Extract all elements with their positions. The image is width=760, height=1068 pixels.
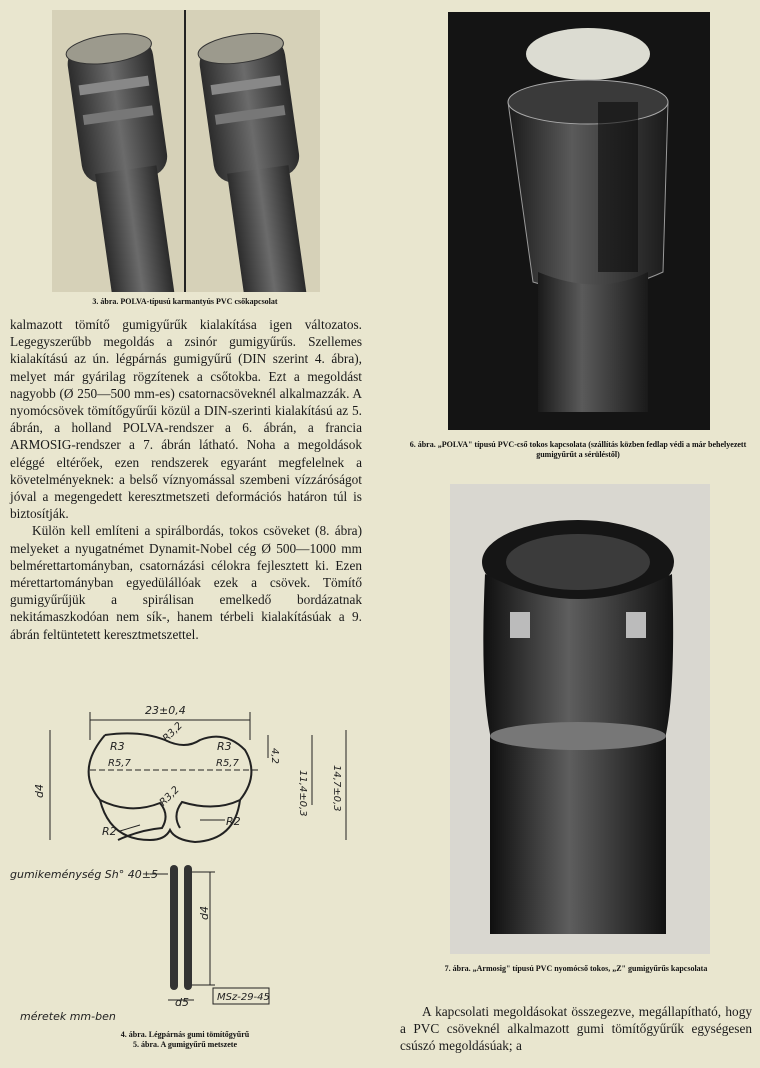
dim-114: 11,4±0,3 bbox=[297, 770, 308, 817]
left-column-text bbox=[10, 316, 362, 643]
paragraph-2: Külön kell említeni a spirálbordás, tokos csöveket (8. ábra) melyeket a nyugatnémet Dynamit-Nobel cég Ø 500—1000 mm belmérettartományban, csatornázási célokra fejlesztett ki. Ezen mérettartományban egyedülállóak ezek a csövek. Tömítő gumigyűrűjük a spirálisan emelkedő bordázatnak nekitámaszkodóan nem sík-, hanem térbeli kialakításúak a 9. ábrán feltüntetett keresztmetszettel. bbox=[10, 523, 362, 642]
label-r2-right: R2 bbox=[226, 815, 241, 828]
right-column-text bbox=[400, 1003, 752, 1055]
figure-6-illustration bbox=[448, 12, 710, 430]
hardness-label: gumikeménység Sh° 40±5 bbox=[10, 868, 158, 881]
dim-d4-left: d4 bbox=[33, 784, 46, 798]
dim-42: 4,2 bbox=[269, 748, 280, 764]
figure-7-caption: 7. ábra. „Armosig" típusú PVC nyomócső tokos, „Z" gumigyűrűs kapcsolata bbox=[444, 964, 708, 973]
dim-d4-ring: d4 bbox=[198, 906, 211, 920]
dim-147: 14,7±0,3 bbox=[331, 765, 342, 812]
figure-3-caption: 3. ábra. POLVA-típusú karmantyús PVC csőkapcsolat bbox=[92, 297, 278, 306]
figure-4-5-caption bbox=[40, 1030, 330, 1050]
label-r57-left: R5,7 bbox=[108, 758, 131, 769]
figure-6-caption: 6. ábra. „POLVA" típusú PVC-cső tokos kapcsolata (szállítás közben fedlap védi a már behelyezett gumigyűrűt a sérüléstől) bbox=[409, 440, 747, 459]
figure-7-photo bbox=[450, 484, 710, 954]
figure-4-caption: 4. ábra. Légpárnás gumi tömítőgyűrű bbox=[120, 1030, 250, 1039]
label-r32-bottom: R3,2 bbox=[157, 784, 182, 809]
label-r32-top: R3,2 bbox=[160, 720, 185, 745]
label-r2-left: R2 bbox=[102, 825, 117, 838]
paragraph-1: kalmazott tömítő gumigyűrűk kialakítása igen változatos. Legegyszerűbb megoldás a zsinór gumigyűrűs. Szellemes kialakítású az ún. légpárnás gumigyűrű (DIN szerint 4. ábra), melyet már gyárilag rögzítenek a csőtokba. Ezt a megoldást nagyobb (Ø 250—500 mm-es) csatornacsöveknél alkalmazzák. A nyomócsövek tömítőgyűrűi közül a DIN-szerinti kialakítású az 5. ábrán, a holland POLVA-rendszer a 6. ábrán, a francia ARMOSIG-rendszer a 7. ábrán látható. Noha a megoldások eléggé eltérőek, ezen rendszerek egyaránt megfelelnek a követelményeknek: a belső víznyomással szembeni vízzáróságot jóval a megengedett keresztmetszeti deformációs határon túl is biztosítják. bbox=[10, 317, 362, 522]
figure-3-photo bbox=[52, 10, 320, 292]
dim-d5: d5 bbox=[175, 996, 189, 1009]
figure-3-illustration bbox=[52, 10, 320, 292]
units-label: méretek mm-ben bbox=[20, 1010, 116, 1023]
paragraph-right: A kapcsolati megoldásokat összegezve, megállapítható, hogy a PVC csöveknél alkalmazott gumi tömítőgyűrűk egységesen csúszó megoldásúak; a bbox=[400, 1004, 752, 1054]
figure-4-5-drawing bbox=[0, 690, 370, 1040]
label-r57-right: R5,7 bbox=[216, 758, 239, 769]
label-r3-left: R3 bbox=[110, 740, 125, 753]
standard-label: MSz-29-45 bbox=[217, 992, 270, 1003]
label-r3-right: R3 bbox=[217, 740, 232, 753]
figure-7-illustration bbox=[450, 484, 710, 954]
figure-5-caption: 5. ábra. A gumigyűrű metszete bbox=[133, 1040, 237, 1049]
dim-width: 23±0,4 bbox=[145, 704, 186, 717]
figure-6-photo bbox=[448, 12, 710, 430]
